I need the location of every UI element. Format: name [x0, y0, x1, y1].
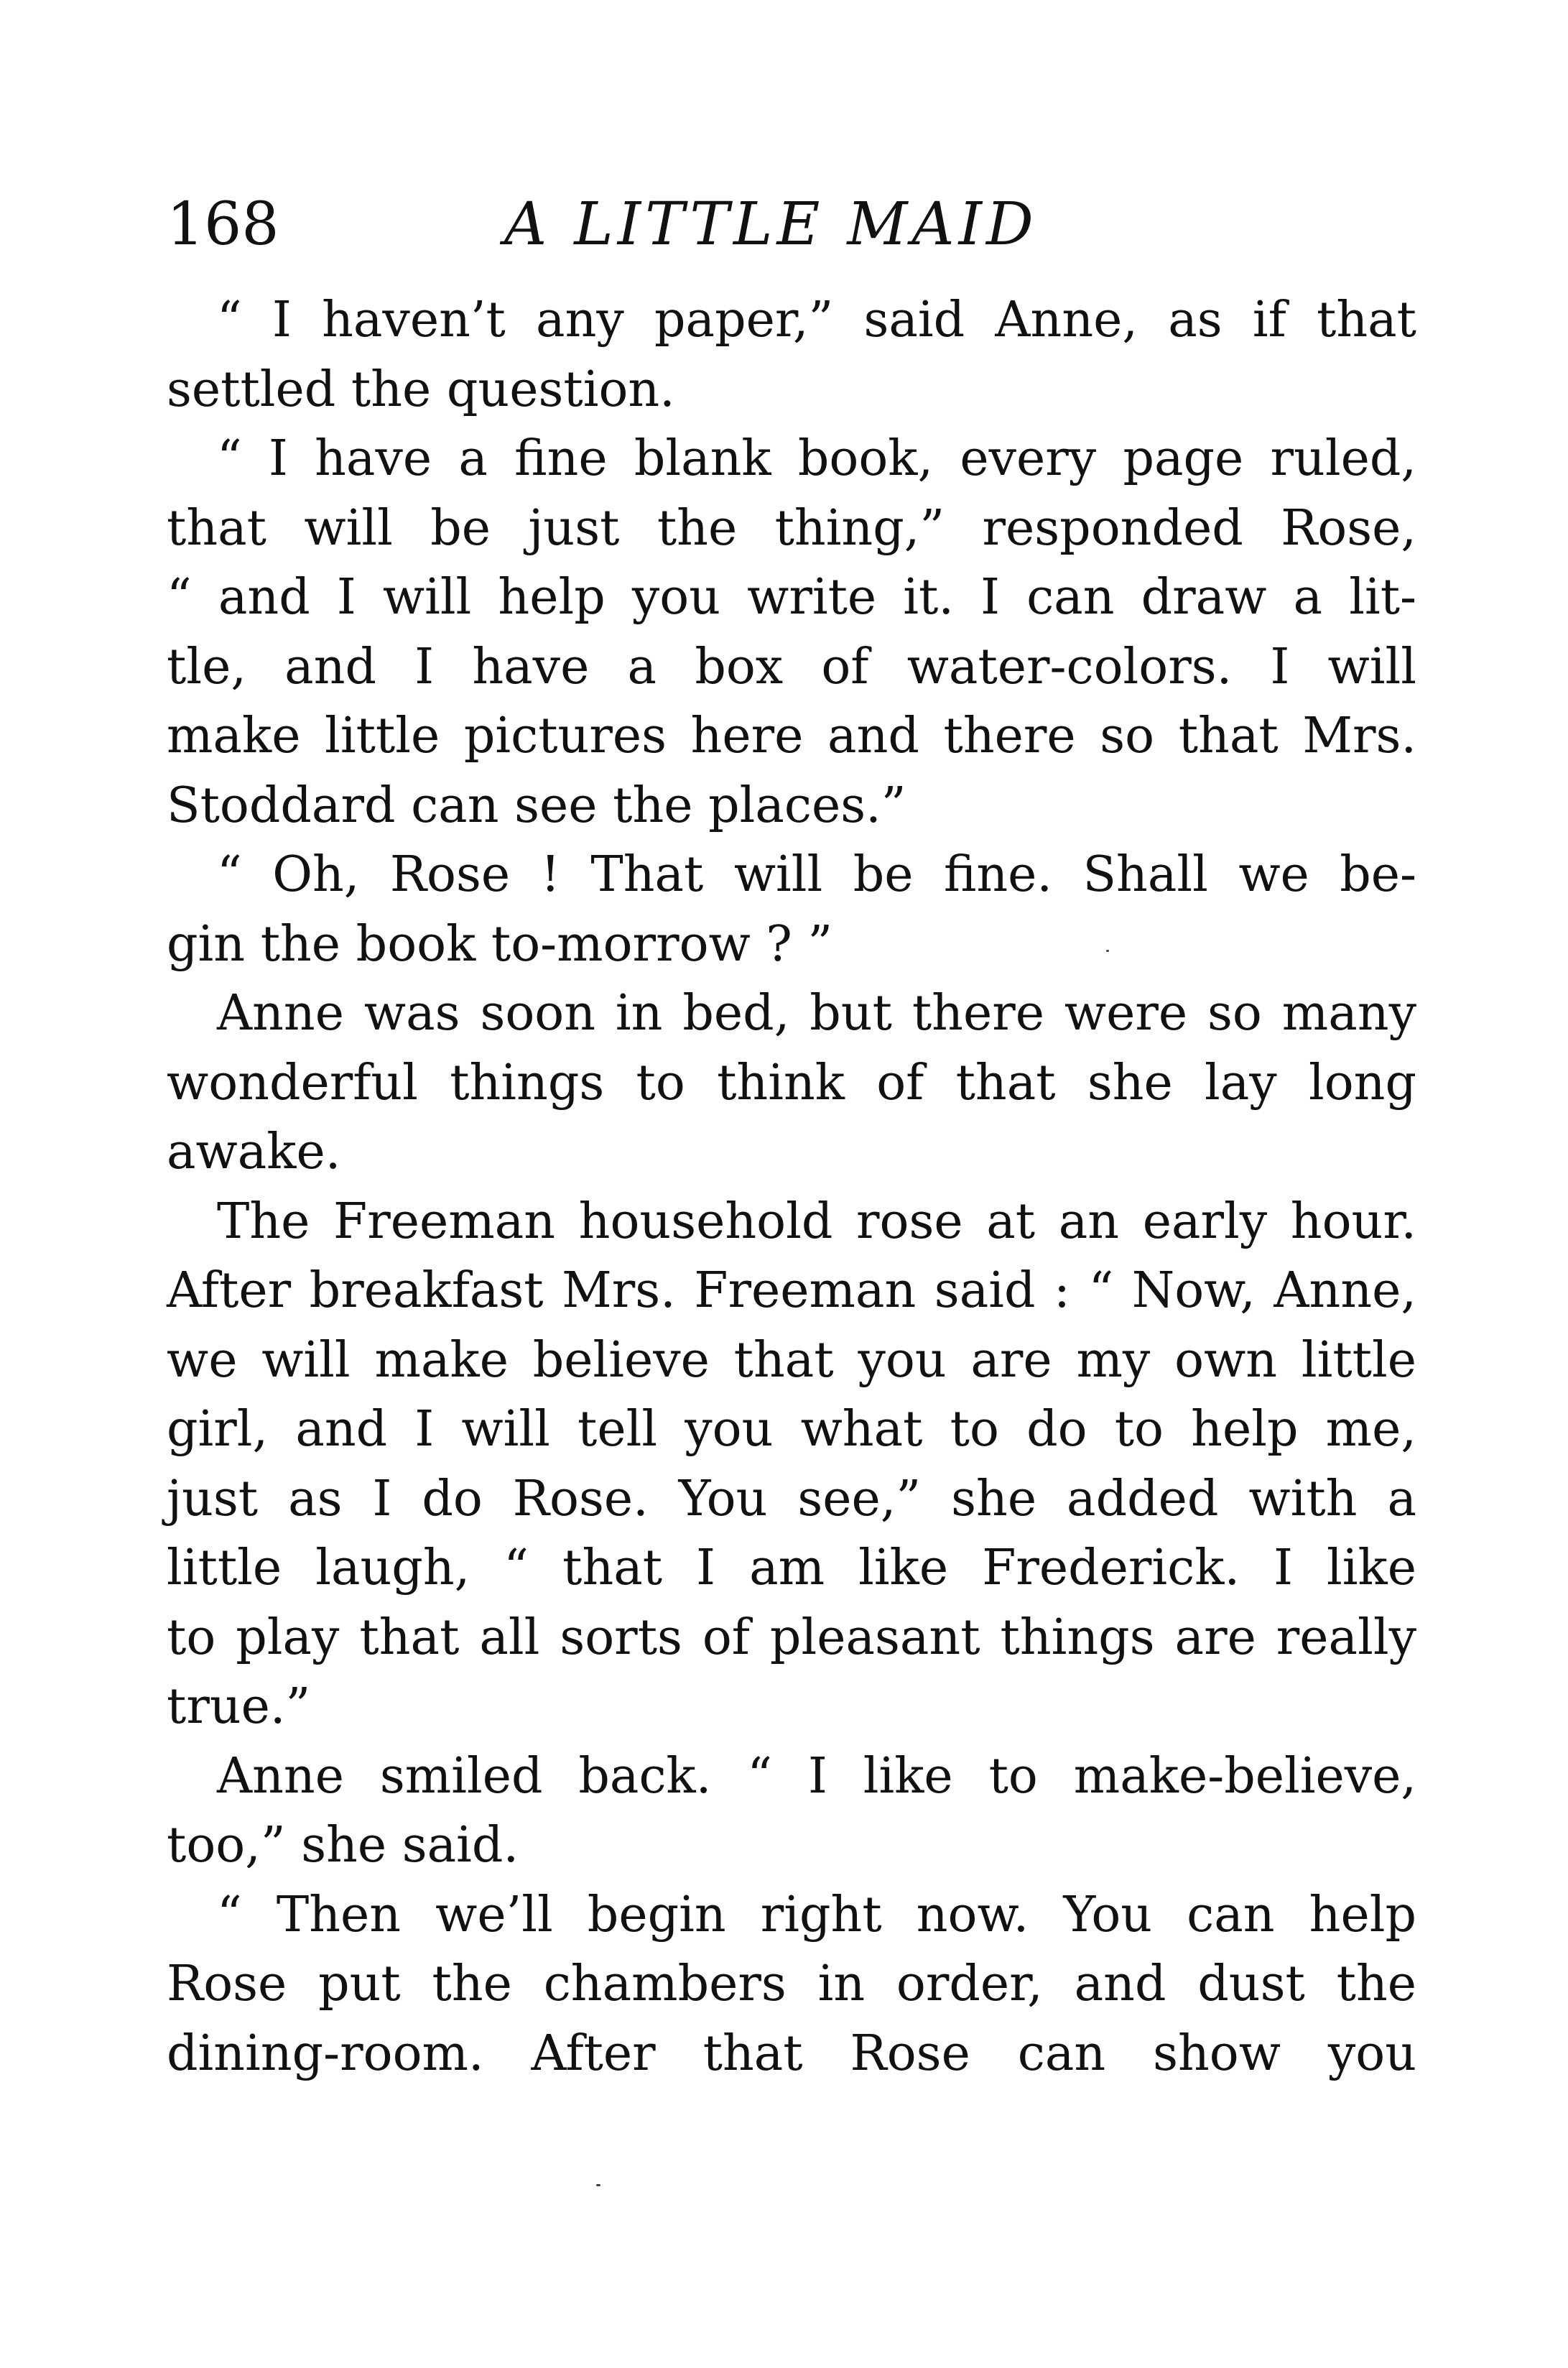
body-text: [167, 286, 1416, 2089]
page-number: 168: [167, 190, 279, 259]
text-line: we will make believe that you are my own little: [167, 1331, 1416, 1389]
text-line: too,” she said.: [167, 1817, 519, 1874]
text-line: true.”: [167, 1678, 311, 1735]
text-line: awake.: [167, 1124, 341, 1180]
text-line: “ I have a fine blank book, every page ruled,: [217, 430, 1416, 487]
text-line: Anne smiled back. “ I like to make-believe,: [217, 1747, 1416, 1805]
text-line: “ and I will help you write it. I can draw a lit-: [167, 569, 1416, 626]
paragraph: [167, 286, 1416, 425]
text-line: gin the book to-morrow ? ”: [167, 915, 833, 973]
paragraph: [167, 841, 1416, 979]
print-speck: [596, 2184, 600, 2186]
text-line: wonderful things to think of that she lay long: [167, 1054, 1416, 1111]
text-line: Rose put the chambers in order, and dust the: [167, 1956, 1416, 2012]
text-line: girl, and I will tell you what to do to help me,: [167, 1401, 1416, 1458]
print-speck: [1106, 950, 1109, 952]
text-line: make little pictures here and there so that Mrs.: [167, 708, 1416, 764]
text-line: settled the question.: [167, 361, 675, 418]
text-line: After breakfast Mrs. Freeman said : “ Now, Anne,: [167, 1262, 1416, 1319]
running-title: A LITTLE MAID: [504, 190, 1038, 259]
paragraph: [167, 1881, 1416, 2089]
text-line: The Freeman household rose at an early hour.: [217, 1193, 1416, 1250]
text-line: dining-room. After that Rose can show you: [167, 2025, 1416, 2082]
paragraph: [167, 979, 1416, 1188]
text-line: “ I haven’t any paper,” said Anne, as if that: [217, 292, 1416, 348]
page-header: [167, 185, 1416, 264]
text-line: Anne was soon in bed, but there were so many: [217, 985, 1416, 1042]
paragraph: [167, 425, 1416, 841]
paragraph: [167, 1742, 1416, 1881]
text-line: just as I do Rose. You see,” she added with a: [167, 1470, 1416, 1527]
text-line: “ Oh, Rose ! That will be fine. Shall we be-: [217, 846, 1416, 903]
text-line: little laugh, “ that I am like Frederick. I like: [167, 1540, 1416, 1596]
text-line: to play that all sorts of pleasant things are really: [167, 1609, 1416, 1666]
text-line: Stoddard can see the places.”: [167, 777, 906, 834]
paragraph: [167, 1188, 1416, 1742]
text-line: that will be just the thing,” responded Rose,: [167, 499, 1416, 557]
text-line: “ Then we’ll begin right now. You can help: [217, 1886, 1416, 1943]
text-line: tle, and I have a box of water-colors. I will: [167, 638, 1416, 695]
